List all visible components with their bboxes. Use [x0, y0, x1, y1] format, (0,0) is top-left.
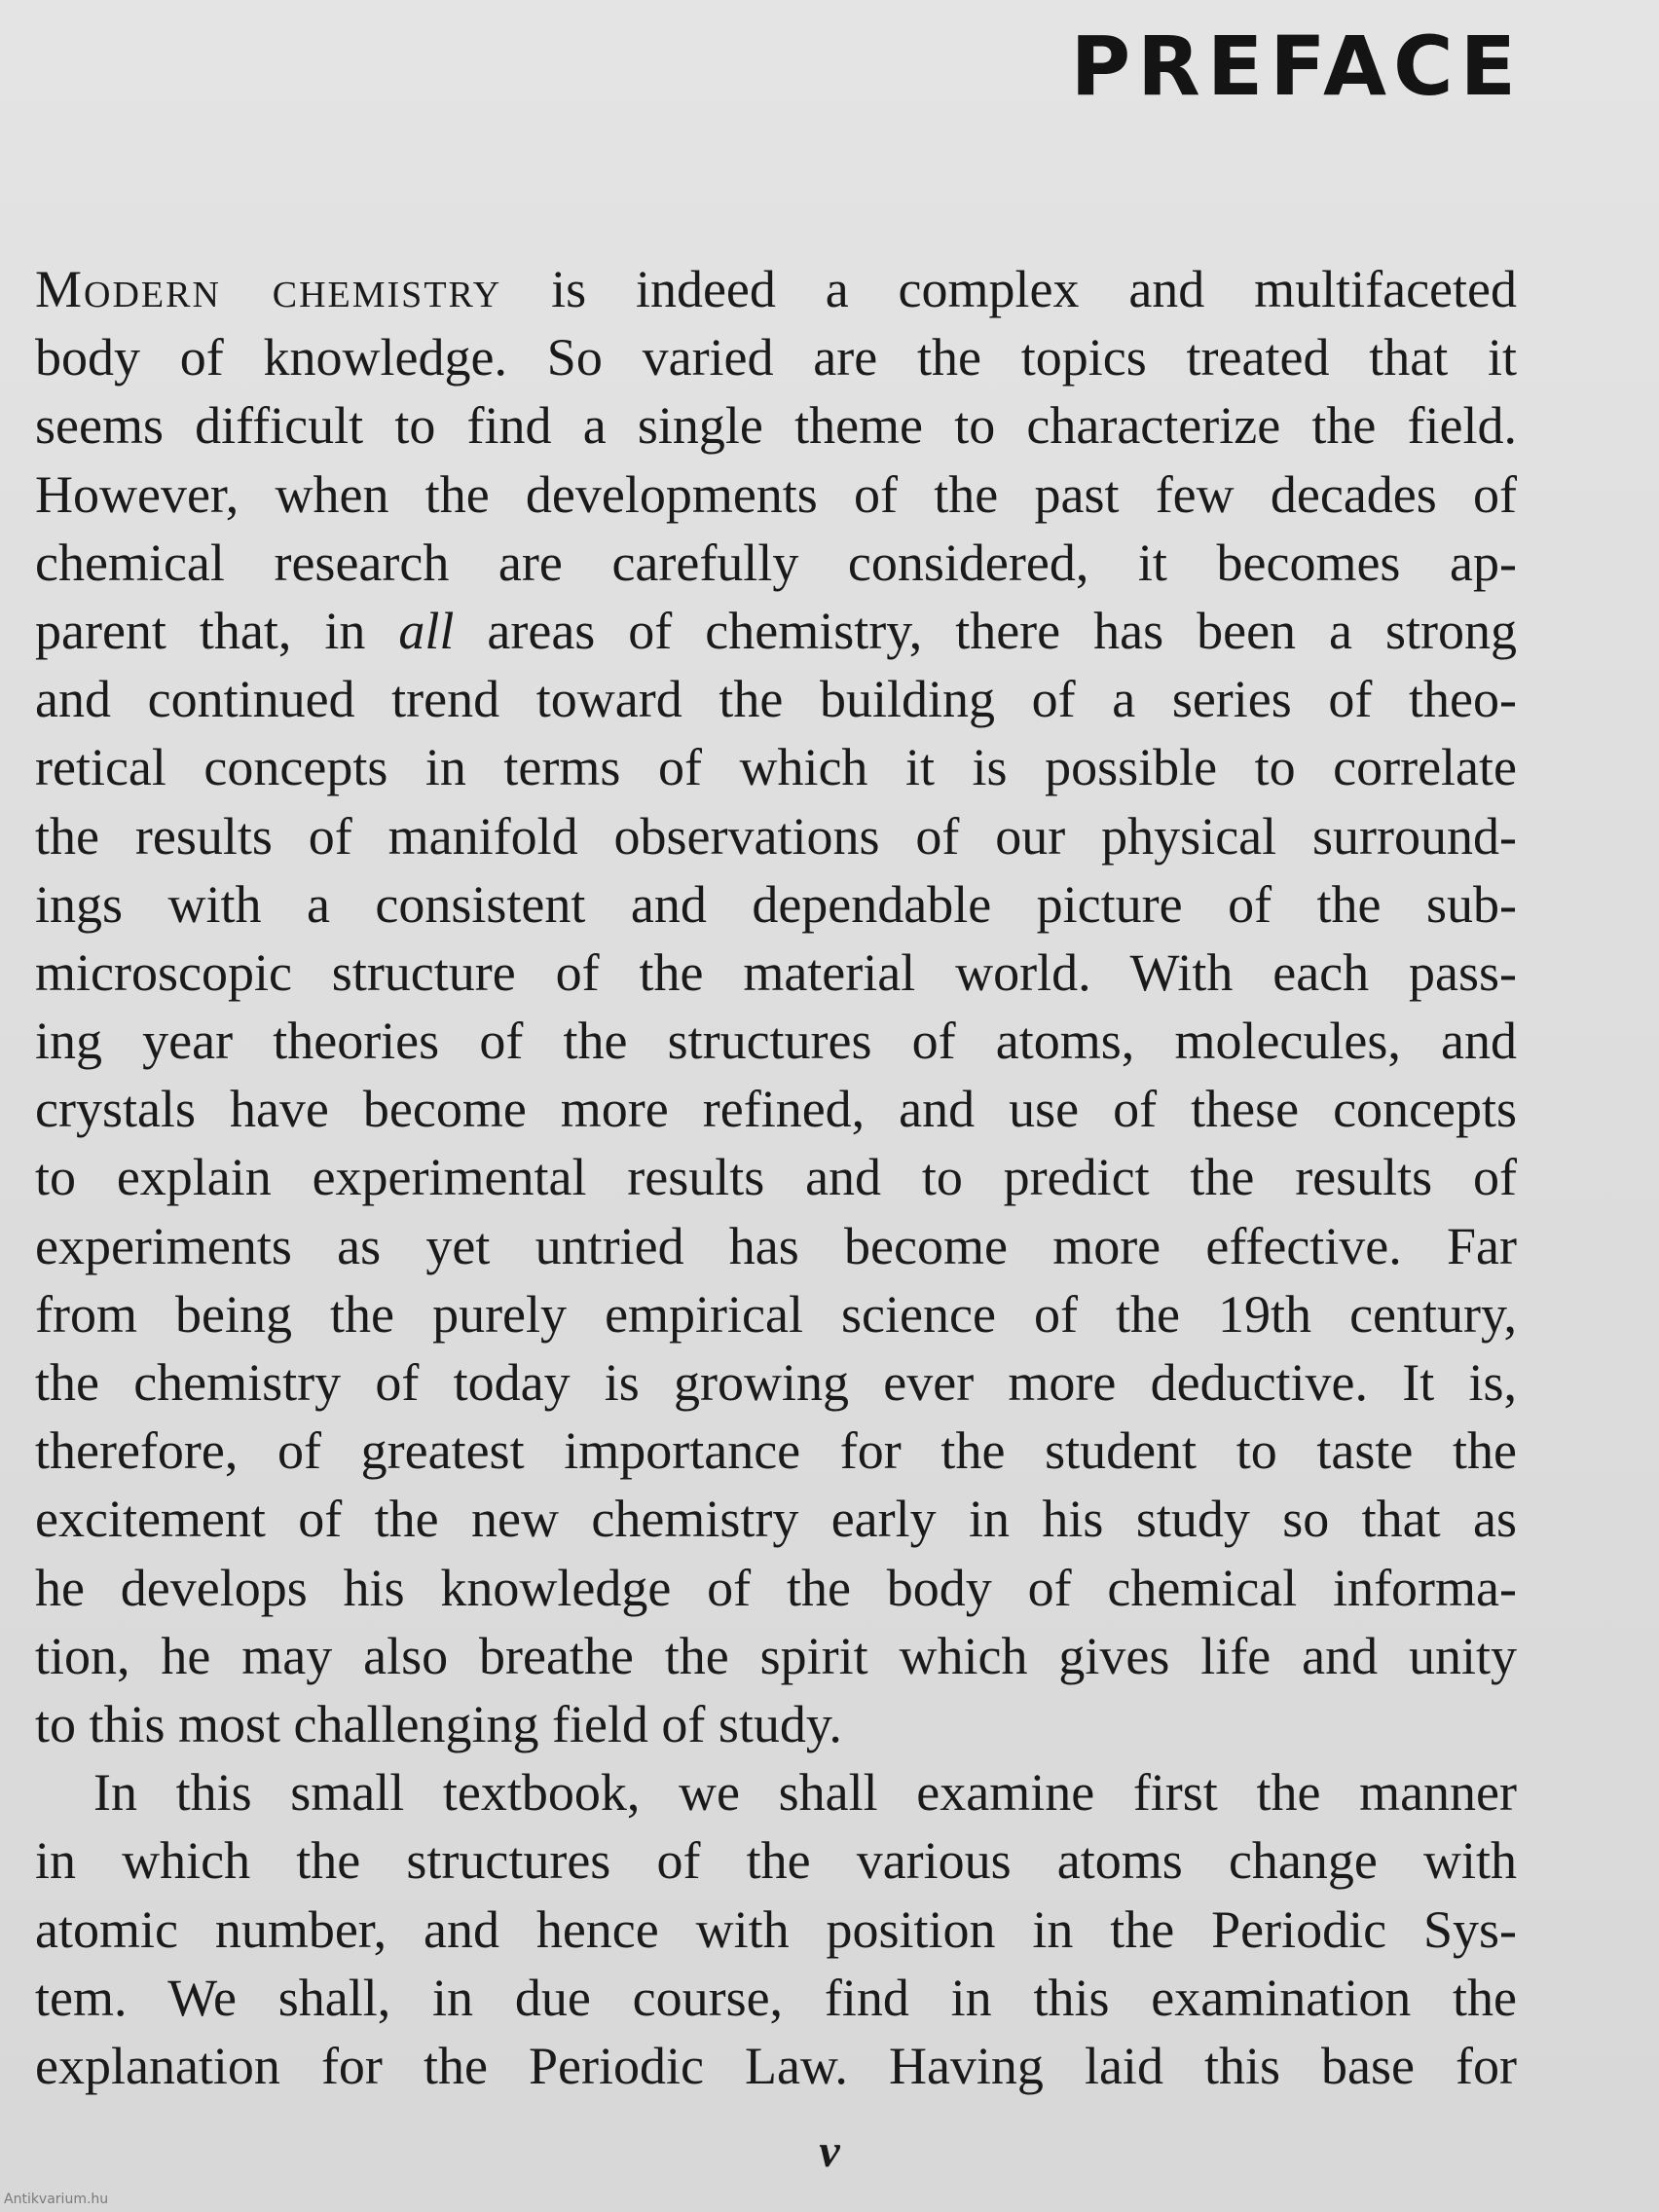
text-line: explanation for the Periodic Law. Having laid this base for: [35, 2036, 1517, 2095]
body-text: [35, 255, 1517, 2100]
text-line: to this most challenging field of study.: [35, 1694, 842, 1753]
text-line: crystals have become more refined, and use of these concepts: [35, 1080, 1517, 1139]
text-line: in which the structures of the various atoms change with: [35, 1831, 1517, 1891]
text-line: therefore, of greatest importance for the student to taste the: [35, 1421, 1517, 1481]
text-line: ing year theories of the structures of atoms, molecules, and: [35, 1012, 1517, 1071]
text-line: excitement of the new chemistry early in his study so that as: [35, 1490, 1517, 1549]
text-line: experiments as yet untried has become more effective. Far: [35, 1216, 1517, 1275]
text-line: the results of manifold observations of our physical surround-: [35, 806, 1517, 866]
text-line: he develops his knowledge of the body of chemical informa-: [35, 1558, 1517, 1617]
italic-emphasis: all: [398, 601, 455, 660]
text-line: tem. We shall, in due course, find in this examination the: [35, 1968, 1517, 2027]
page-number: v: [819, 2125, 840, 2177]
text-line: seems difficult to find a single theme to characterize the field.: [35, 396, 1517, 456]
text-line: However, when the developments of the past few decades of: [35, 464, 1517, 524]
text-line: microscopic structure of the material world. With each pass-: [35, 942, 1517, 1002]
text-line: parent that, in all areas of chemistry, there has been a strong: [35, 601, 1517, 660]
watermark: Antikvarium.hu: [4, 2192, 109, 2207]
text-line: atomic number, and hence with position in the Periodic Sys-: [35, 1899, 1517, 1959]
text-line: In this small textbook, we shall examine first the manner: [93, 1763, 1517, 1823]
small-caps-opening: Modern chemistry: [35, 260, 502, 318]
text-line: to explain experimental results and to predict the results of: [35, 1148, 1517, 1207]
text-line: chemical research are carefully considered, it becomes ap-: [35, 533, 1517, 592]
text-line: body of knowledge. So varied are the topics treated that it: [35, 328, 1517, 387]
text-line: the chemistry of today is growing ever more deductive. It is,: [35, 1353, 1517, 1412]
text-line: retical concepts in terms of which it is possible to correlate: [35, 738, 1517, 797]
text-line: Modern chemistry is indeed a complex and multifaceted: [35, 260, 1517, 318]
text-line: ings with a consistent and dependable picture of the sub-: [35, 874, 1517, 934]
text-line: and continued trend toward the building of a series of theo-: [35, 670, 1517, 729]
text-line: from being the purely empirical science of the 19th century,: [35, 1284, 1517, 1344]
page-heading: PREFACE: [1070, 18, 1523, 114]
text-line: tion, he may also breathe the spirit which gives life and unity: [35, 1626, 1517, 1685]
